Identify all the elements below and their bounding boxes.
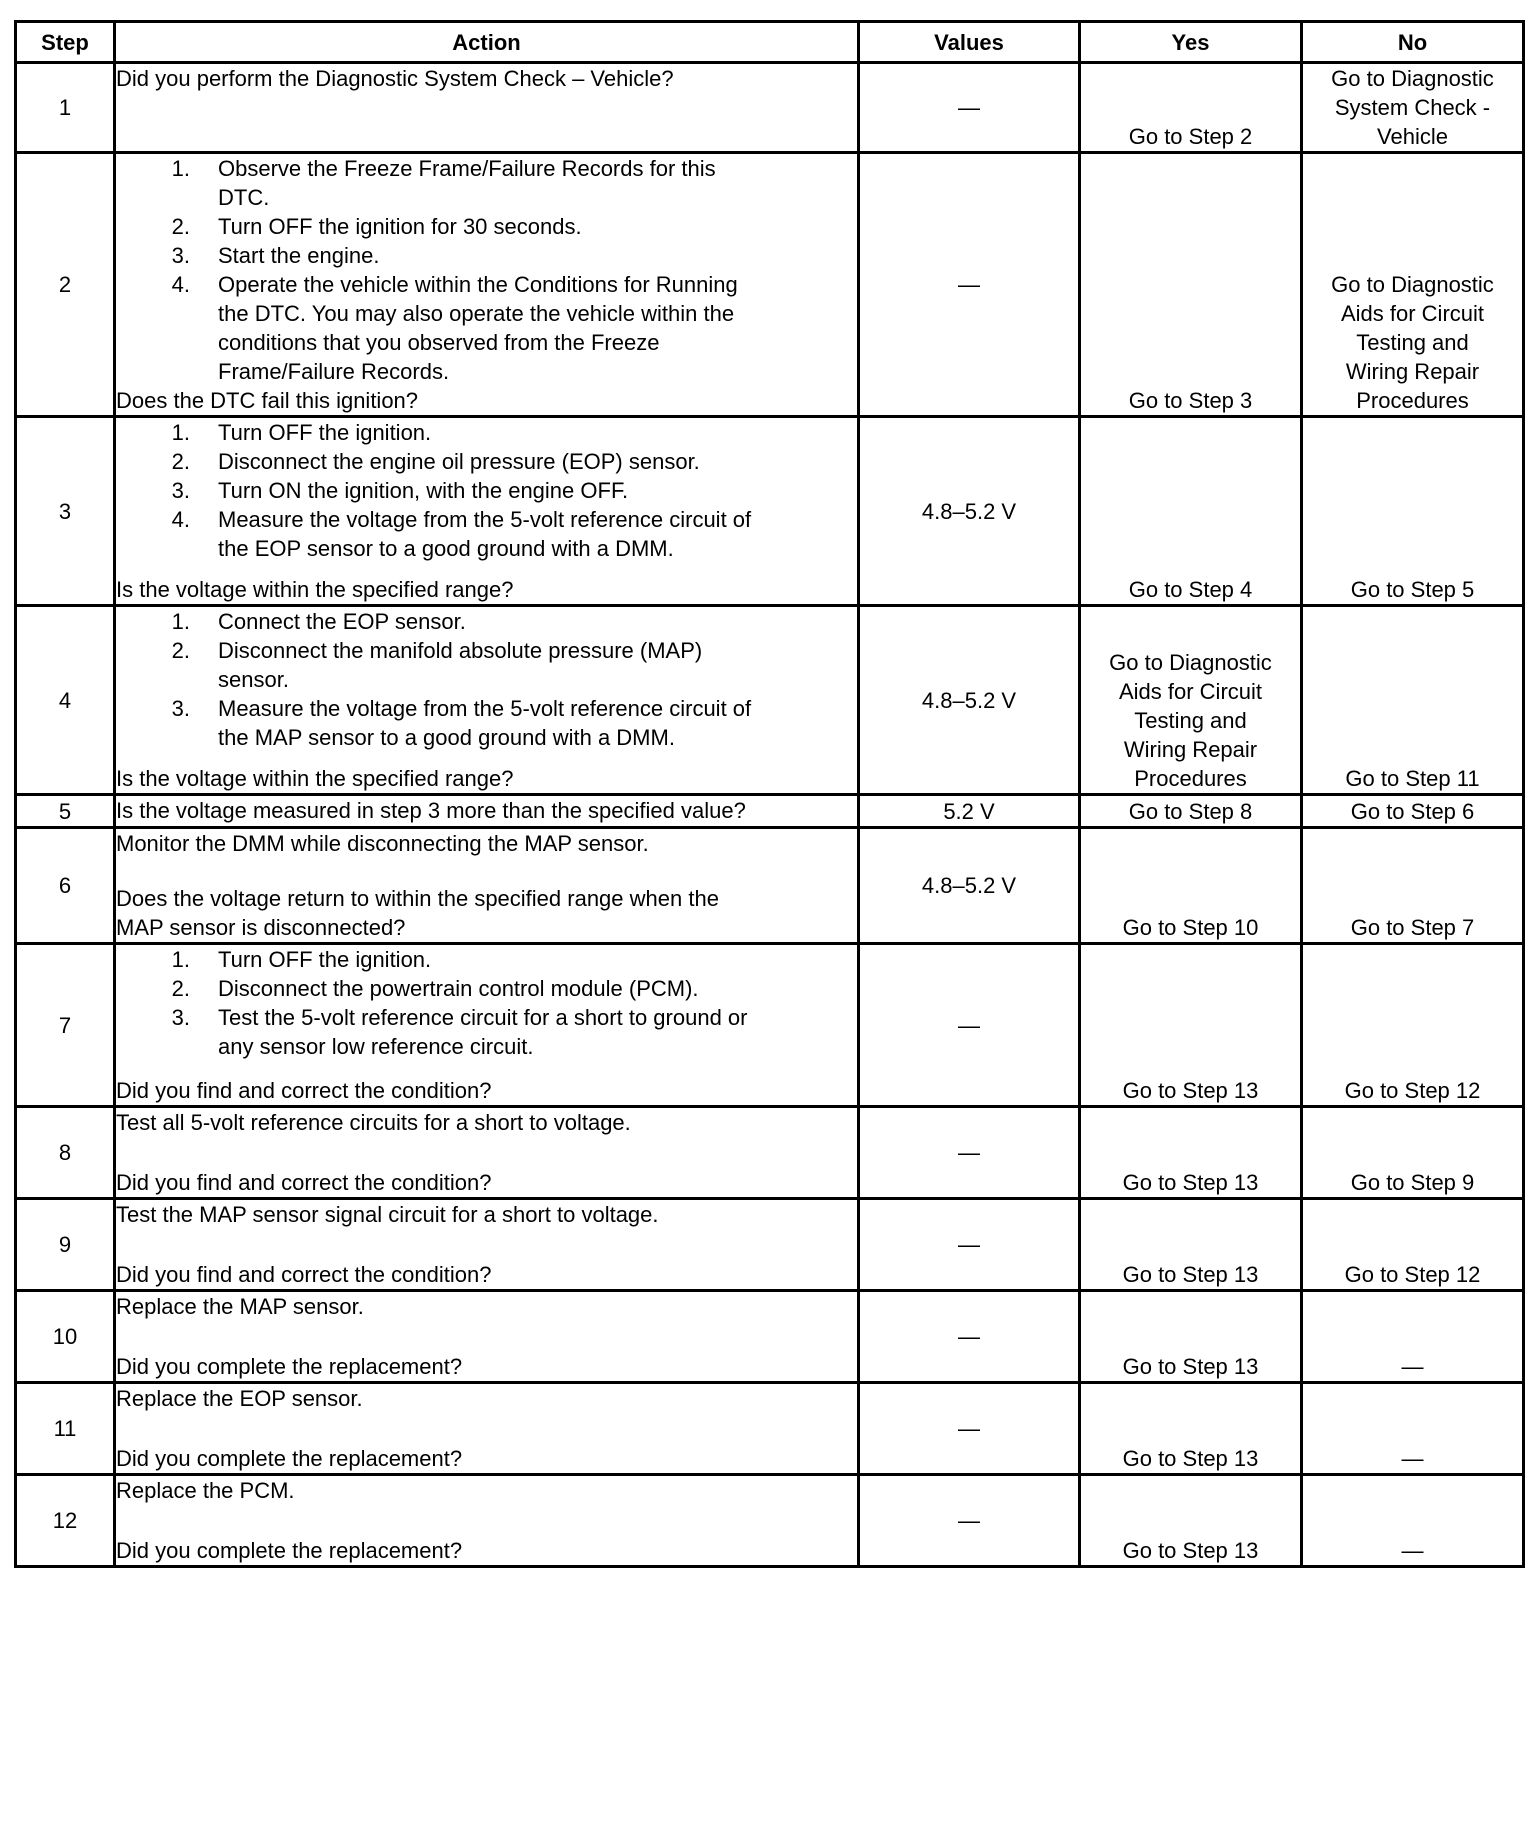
procedure-number: 2.	[171, 214, 190, 239]
action-body	[116, 1292, 857, 1321]
action-intro: Did you perform the Diagnostic System Check – Vehicle?	[116, 66, 674, 91]
header-yes: Yes	[1080, 22, 1302, 63]
action-cell	[115, 153, 859, 417]
action-content	[116, 1384, 857, 1473]
table-row	[16, 417, 1524, 606]
procedure-text-line: Disconnect the manifold absolute pressure (MAP)	[218, 638, 703, 663]
action-cell	[115, 417, 859, 606]
action-question	[116, 1536, 857, 1565]
action-question	[116, 884, 857, 942]
procedure-text	[218, 447, 857, 476]
procedure-text-line: Start the engine.	[218, 243, 380, 268]
value-cell: 4.8–5.2 V	[859, 606, 1080, 795]
no-text-line: Go to Diagnostic	[1331, 66, 1494, 91]
action-content	[116, 1476, 857, 1565]
no-text-line: Wiring Repair	[1345, 359, 1480, 384]
procedure-text-line: Observe the Freeze Frame/Failure Records for this	[218, 156, 716, 181]
procedure-text-line: Connect the EOP sensor.	[218, 609, 466, 634]
no-cell	[1302, 606, 1524, 795]
procedure-number: 2.	[171, 449, 190, 474]
action-content	[116, 1200, 857, 1289]
action-intro: Test the MAP sensor signal circuit for a short to voltage.	[116, 1202, 659, 1227]
procedure-item	[116, 636, 857, 694]
table-row	[16, 944, 1524, 1107]
action-content	[116, 945, 857, 1105]
procedure-text	[218, 607, 857, 636]
procedure-text-line: the MAP sensor to a good ground with a DMM.	[218, 725, 675, 750]
yes-cell	[1080, 828, 1302, 944]
action-content	[116, 796, 857, 826]
header-row	[16, 22, 1524, 63]
question-line: Did you complete the replacement?	[116, 1538, 463, 1563]
yes-text-line: Go to Step 13	[1122, 1262, 1259, 1287]
procedure-text-line: Turn OFF the ignition for 30 seconds.	[218, 214, 582, 239]
yes-text-line: Go to Step 13	[1122, 1538, 1259, 1563]
procedure-text-line: Turn OFF the ignition.	[218, 420, 432, 445]
header-values: Values	[859, 22, 1080, 63]
table-row	[16, 828, 1524, 944]
procedure-item	[116, 476, 857, 505]
procedure-text-line: Turn OFF the ignition.	[218, 947, 432, 972]
action-content	[116, 1292, 857, 1381]
no-text-line: Go to Diagnostic	[1331, 272, 1494, 297]
question-line: MAP sensor is disconnected?	[116, 915, 406, 940]
action-body	[116, 1384, 857, 1413]
procedure-text-line: DTC.	[218, 185, 270, 210]
action-cell	[115, 1383, 859, 1475]
value-cell: —	[859, 1107, 1080, 1199]
no-cell	[1302, 417, 1524, 606]
procedure-text	[218, 154, 857, 212]
action-question	[116, 764, 857, 793]
procedure-text-line: Disconnect the powertrain control module (PCM).	[218, 976, 699, 1001]
yes-text-line: Go to Step 8	[1128, 799, 1253, 824]
action-body	[116, 1108, 857, 1137]
action-question	[116, 1352, 857, 1381]
question-line: Did you find and correct the condition?	[116, 1170, 492, 1195]
step-number: 7	[16, 944, 115, 1107]
procedure-number: 1.	[171, 609, 190, 634]
action-content	[116, 418, 857, 604]
procedure-text-line: conditions that you observed from the Freeze	[218, 330, 660, 355]
table-row	[16, 1291, 1524, 1383]
procedure-list	[116, 945, 857, 1061]
action-intro: Monitor the DMM while disconnecting the MAP sensor.	[116, 831, 649, 856]
no-cell	[1302, 1291, 1524, 1383]
action-content	[116, 829, 857, 942]
procedure-number: 4.	[171, 272, 190, 297]
procedure-item	[116, 694, 857, 752]
value-cell: 5.2 V	[859, 795, 1080, 828]
action-intro: Is the voltage measured in step 3 more than the specified value?	[116, 798, 746, 823]
step-number: 5	[16, 795, 115, 828]
value-cell: 4.8–5.2 V	[859, 828, 1080, 944]
procedure-list	[116, 154, 857, 386]
no-text-line: Testing and	[1356, 330, 1469, 355]
header-no: No	[1302, 22, 1524, 63]
no-cell	[1302, 795, 1524, 828]
question-line: Is the voltage within the specified range?	[116, 577, 514, 602]
yes-text-line: Go to Step 13	[1122, 1078, 1259, 1103]
procedure-item	[116, 945, 857, 974]
procedure-number: 3.	[171, 243, 190, 268]
diagnostic-table	[14, 20, 1525, 1568]
yes-text-line: Go to Step 3	[1128, 388, 1253, 413]
action-content	[116, 64, 857, 151]
table-row	[16, 795, 1524, 828]
procedure-number: 1.	[171, 947, 190, 972]
yes-cell	[1080, 795, 1302, 828]
step-number: 11	[16, 1383, 115, 1475]
action-intro: Test all 5-volt reference circuits for a short to voltage.	[116, 1110, 631, 1135]
procedure-text-line: Measure the voltage from the 5-volt reference circuit of	[218, 696, 752, 721]
action-body	[116, 418, 857, 563]
action-question	[116, 386, 857, 415]
step-number: 8	[16, 1107, 115, 1199]
procedure-text-line: any sensor low reference circuit.	[218, 1034, 534, 1059]
value-cell: —	[859, 153, 1080, 417]
procedure-text-line: Disconnect the engine oil pressure (EOP) sensor.	[218, 449, 700, 474]
procedure-number: 2.	[171, 638, 190, 663]
header-action: Action	[115, 22, 859, 63]
action-content	[116, 607, 857, 793]
procedure-text	[218, 212, 857, 241]
no-text-line: Procedures	[1356, 388, 1469, 413]
yes-text-line: Go to Step 13	[1122, 1170, 1259, 1195]
yes-text-line: Go to Step 4	[1128, 577, 1253, 602]
no-cell	[1302, 153, 1524, 417]
procedure-item	[116, 505, 857, 563]
question-line: Did you find and correct the condition?	[116, 1262, 492, 1287]
no-text-line: Go to Step 6	[1350, 799, 1475, 824]
step-number: 9	[16, 1199, 115, 1291]
yes-text-line: Go to Step 2	[1128, 124, 1253, 149]
table-row	[16, 1475, 1524, 1567]
action-body	[116, 64, 857, 93]
procedure-text-line: Operate the vehicle within the Conditions for Running	[218, 272, 738, 297]
action-content	[116, 154, 857, 415]
action-content	[116, 1108, 857, 1197]
value-cell: —	[859, 1199, 1080, 1291]
procedure-item	[116, 241, 857, 270]
action-cell	[115, 944, 859, 1107]
yes-text-line: Go to Diagnostic	[1109, 650, 1272, 675]
procedure-number: 1.	[171, 420, 190, 445]
action-cell	[115, 1291, 859, 1383]
procedure-number: 4.	[171, 507, 190, 532]
procedure-number: 1.	[171, 156, 190, 181]
step-number: 12	[16, 1475, 115, 1567]
question-line: Did you complete the replacement?	[116, 1354, 463, 1379]
action-body	[116, 829, 857, 858]
yes-text-line: Testing and	[1134, 708, 1247, 733]
yes-cell	[1080, 1383, 1302, 1475]
procedure-text-line: Test the 5-volt reference circuit for a short to ground or	[218, 1005, 748, 1030]
action-cell	[115, 795, 859, 828]
table-row	[16, 1107, 1524, 1199]
action-body	[116, 607, 857, 752]
table-row	[16, 153, 1524, 417]
no-cell	[1302, 1475, 1524, 1567]
value-cell: 4.8–5.2 V	[859, 417, 1080, 606]
procedure-text-line: the EOP sensor to a good ground with a DMM.	[218, 536, 674, 561]
yes-text-line: Go to Step 10	[1122, 915, 1259, 940]
procedure-number: 3.	[171, 696, 190, 721]
procedure-text	[218, 241, 857, 270]
no-text-line: Go to Step 11	[1345, 766, 1480, 791]
procedure-text	[218, 694, 857, 752]
procedure-number: 3.	[171, 1005, 190, 1030]
action-question	[116, 1168, 857, 1197]
yes-cell	[1080, 417, 1302, 606]
procedure-item	[116, 974, 857, 1003]
table-row	[16, 1199, 1524, 1291]
action-cell	[115, 1107, 859, 1199]
table-row	[16, 63, 1524, 153]
question-line: Did you find and correct the condition?	[116, 1078, 492, 1103]
yes-cell	[1080, 606, 1302, 795]
table-row	[16, 1383, 1524, 1475]
no-text-line: Vehicle	[1377, 124, 1448, 149]
no-text-line: Go to Step 5	[1350, 577, 1475, 602]
yes-cell	[1080, 1107, 1302, 1199]
procedure-text	[218, 974, 857, 1003]
no-cell	[1302, 828, 1524, 944]
step-number: 6	[16, 828, 115, 944]
action-body	[116, 1476, 857, 1505]
yes-cell	[1080, 1291, 1302, 1383]
value-cell: —	[859, 63, 1080, 153]
procedure-text-line: Frame/Failure Records.	[218, 359, 450, 384]
table-row	[16, 606, 1524, 795]
yes-cell	[1080, 1199, 1302, 1291]
no-cell	[1302, 1199, 1524, 1291]
yes-text-line: Aids for Circuit	[1118, 679, 1263, 704]
action-cell	[115, 1475, 859, 1567]
no-text-line: Go to Step 9	[1350, 1170, 1475, 1195]
procedure-item	[116, 154, 857, 212]
yes-cell	[1080, 944, 1302, 1107]
action-question	[116, 575, 857, 604]
action-body	[116, 945, 857, 1061]
step-number: 1	[16, 63, 115, 153]
procedure-text	[218, 1003, 857, 1061]
yes-text-line: Go to Step 13	[1122, 1446, 1259, 1471]
procedure-item	[116, 447, 857, 476]
no-text-line: Go to Step 7	[1350, 915, 1475, 940]
question-line: Does the voltage return to within the specified range when the	[116, 886, 719, 911]
no-cell	[1302, 944, 1524, 1107]
step-number: 2	[16, 153, 115, 417]
procedure-text	[218, 476, 857, 505]
no-text-line: —	[1401, 1446, 1424, 1471]
step-number: 10	[16, 1291, 115, 1383]
no-cell	[1302, 1383, 1524, 1475]
step-number: 4	[16, 606, 115, 795]
procedure-number: 2.	[171, 976, 190, 1001]
action-cell	[115, 1199, 859, 1291]
procedure-item	[116, 1003, 857, 1061]
yes-text-line: Go to Step 13	[1122, 1354, 1259, 1379]
step-number: 3	[16, 417, 115, 606]
procedure-item	[116, 270, 857, 386]
action-intro: Replace the PCM.	[116, 1478, 295, 1503]
header-step: Step	[16, 22, 115, 63]
action-body	[116, 154, 857, 386]
action-cell	[115, 828, 859, 944]
action-body	[116, 796, 857, 825]
procedure-item	[116, 418, 857, 447]
procedure-text-line: Measure the voltage from the 5-volt reference circuit of	[218, 507, 752, 532]
procedure-text-line: the DTC. You may also operate the vehicle within the	[218, 301, 735, 326]
yes-cell	[1080, 63, 1302, 153]
no-cell	[1302, 1107, 1524, 1199]
procedure-text-line: Turn ON the ignition, with the engine OFF.	[218, 478, 629, 503]
action-question	[116, 1076, 857, 1105]
yes-cell	[1080, 153, 1302, 417]
no-text-line: Aids for Circuit	[1340, 301, 1485, 326]
procedure-text	[218, 418, 857, 447]
yes-cell	[1080, 1475, 1302, 1567]
procedure-text-line: sensor.	[218, 667, 289, 692]
procedure-list	[116, 418, 857, 563]
action-cell	[115, 63, 859, 153]
action-intro: Replace the EOP sensor.	[116, 1386, 363, 1411]
yes-text-line: Procedures	[1134, 766, 1247, 791]
no-text-line: —	[1401, 1538, 1424, 1563]
action-cell	[115, 606, 859, 795]
value-cell: —	[859, 1383, 1080, 1475]
action-intro: Replace the MAP sensor.	[116, 1294, 364, 1319]
no-text-line: —	[1401, 1354, 1424, 1379]
procedure-text	[218, 636, 857, 694]
value-cell: —	[859, 944, 1080, 1107]
procedure-number: 3.	[171, 478, 190, 503]
no-cell	[1302, 63, 1524, 153]
no-text-line: System Check -	[1334, 95, 1491, 120]
yes-text-line: Wiring Repair	[1123, 737, 1258, 762]
question-line: Does the DTC fail this ignition?	[116, 388, 419, 413]
question-line: Is the voltage within the specified range?	[116, 766, 514, 791]
action-question	[116, 1260, 857, 1289]
action-question	[116, 1444, 857, 1473]
value-cell: —	[859, 1291, 1080, 1383]
no-text-line: Go to Step 12	[1344, 1262, 1481, 1287]
procedure-text	[218, 270, 857, 386]
value-cell: —	[859, 1475, 1080, 1567]
procedure-list	[116, 607, 857, 752]
no-text-line: Go to Step 12	[1344, 1078, 1481, 1103]
procedure-text	[218, 505, 857, 563]
procedure-text	[218, 945, 857, 974]
action-body	[116, 1200, 857, 1229]
procedure-item	[116, 607, 857, 636]
question-line: Did you complete the replacement?	[116, 1446, 463, 1471]
procedure-item	[116, 212, 857, 241]
